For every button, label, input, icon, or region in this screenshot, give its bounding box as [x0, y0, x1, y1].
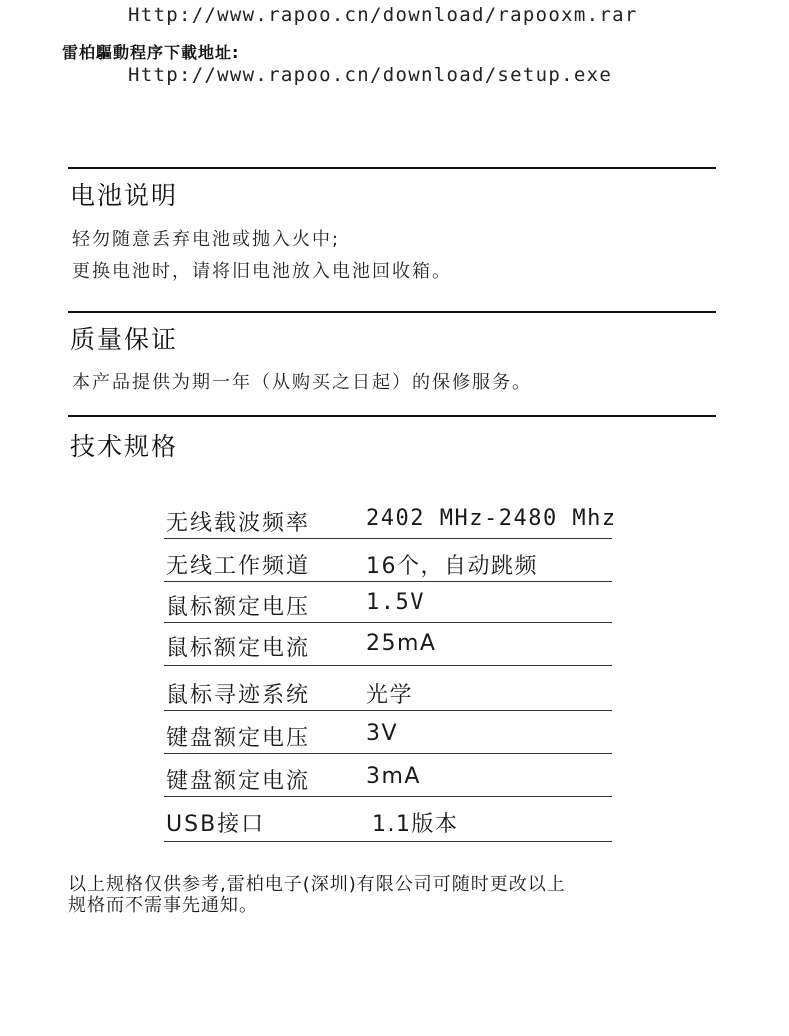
spec-label: 键盘额定电流 [166, 769, 311, 794]
driver-download-label: 雷柏驅動程序下載地址: [62, 43, 240, 62]
spec-label: 鼠标寻迹系统 [166, 683, 311, 708]
section-divider-battery [68, 167, 716, 169]
disclaimer-line-2: 规格而不需事先通知。 [68, 895, 258, 916]
spec-label: 鼠标额定电压 [166, 595, 311, 620]
spec-row-keyboard-voltage [164, 711, 612, 754]
spec-label: 键盘额定电压 [166, 726, 311, 751]
spec-row-usb [164, 797, 612, 842]
spec-value: 光学 [366, 683, 414, 708]
spec-value: 1.1版本 [372, 812, 459, 837]
warranty-section-title: 质量保证 [70, 325, 179, 354]
section-divider-warranty [68, 311, 716, 313]
download-url-rapooxm: Http://www.rapoo.cn/download/rapooxm.rar [128, 4, 638, 26]
battery-section-title: 电池说明 [70, 181, 179, 210]
disclaimer-line-1: 以上规格仅供参考,雷柏电子(深圳)有限公司可随时更改以上 [68, 874, 566, 895]
spec-label: 无线工作频道 [166, 554, 311, 579]
spec-row-mouse-voltage [164, 582, 612, 623]
battery-instruction-2: 更换电池时，请将旧电池放入电池回收箱。 [72, 261, 452, 282]
spec-row-frequency [164, 498, 617, 539]
battery-instruction-1: 轻勿随意丢弃电池或抛入火中; [72, 229, 341, 250]
spec-label: 鼠标额定电流 [166, 636, 311, 661]
spec-value: 3mA [366, 764, 421, 789]
specs-section-title: 技术规格 [70, 432, 179, 461]
spec-value: 16个，自动跳频 [366, 554, 538, 579]
spec-value: 1.5V [366, 590, 425, 615]
spec-row-keyboard-current [164, 754, 612, 797]
spec-label: USB接口 [166, 812, 266, 837]
section-divider-specs [68, 415, 716, 417]
warranty-text: 本产品提供为期一年（从购买之日起）的保修服务。 [72, 372, 532, 393]
spec-row-channels [164, 539, 612, 582]
spec-row-mouse-current [164, 623, 612, 666]
spec-value: 2402 MHz-2480 Mhz [366, 506, 617, 531]
spec-value: 25mA [366, 631, 437, 656]
spec-table [164, 498, 617, 842]
spec-row-tracking [164, 666, 612, 711]
download-url-setup: Http://www.rapoo.cn/download/setup.exe [128, 64, 613, 86]
specs-disclaimer [68, 874, 708, 916]
spec-value: 3V [366, 721, 399, 746]
spec-label: 无线载波频率 [166, 511, 311, 536]
